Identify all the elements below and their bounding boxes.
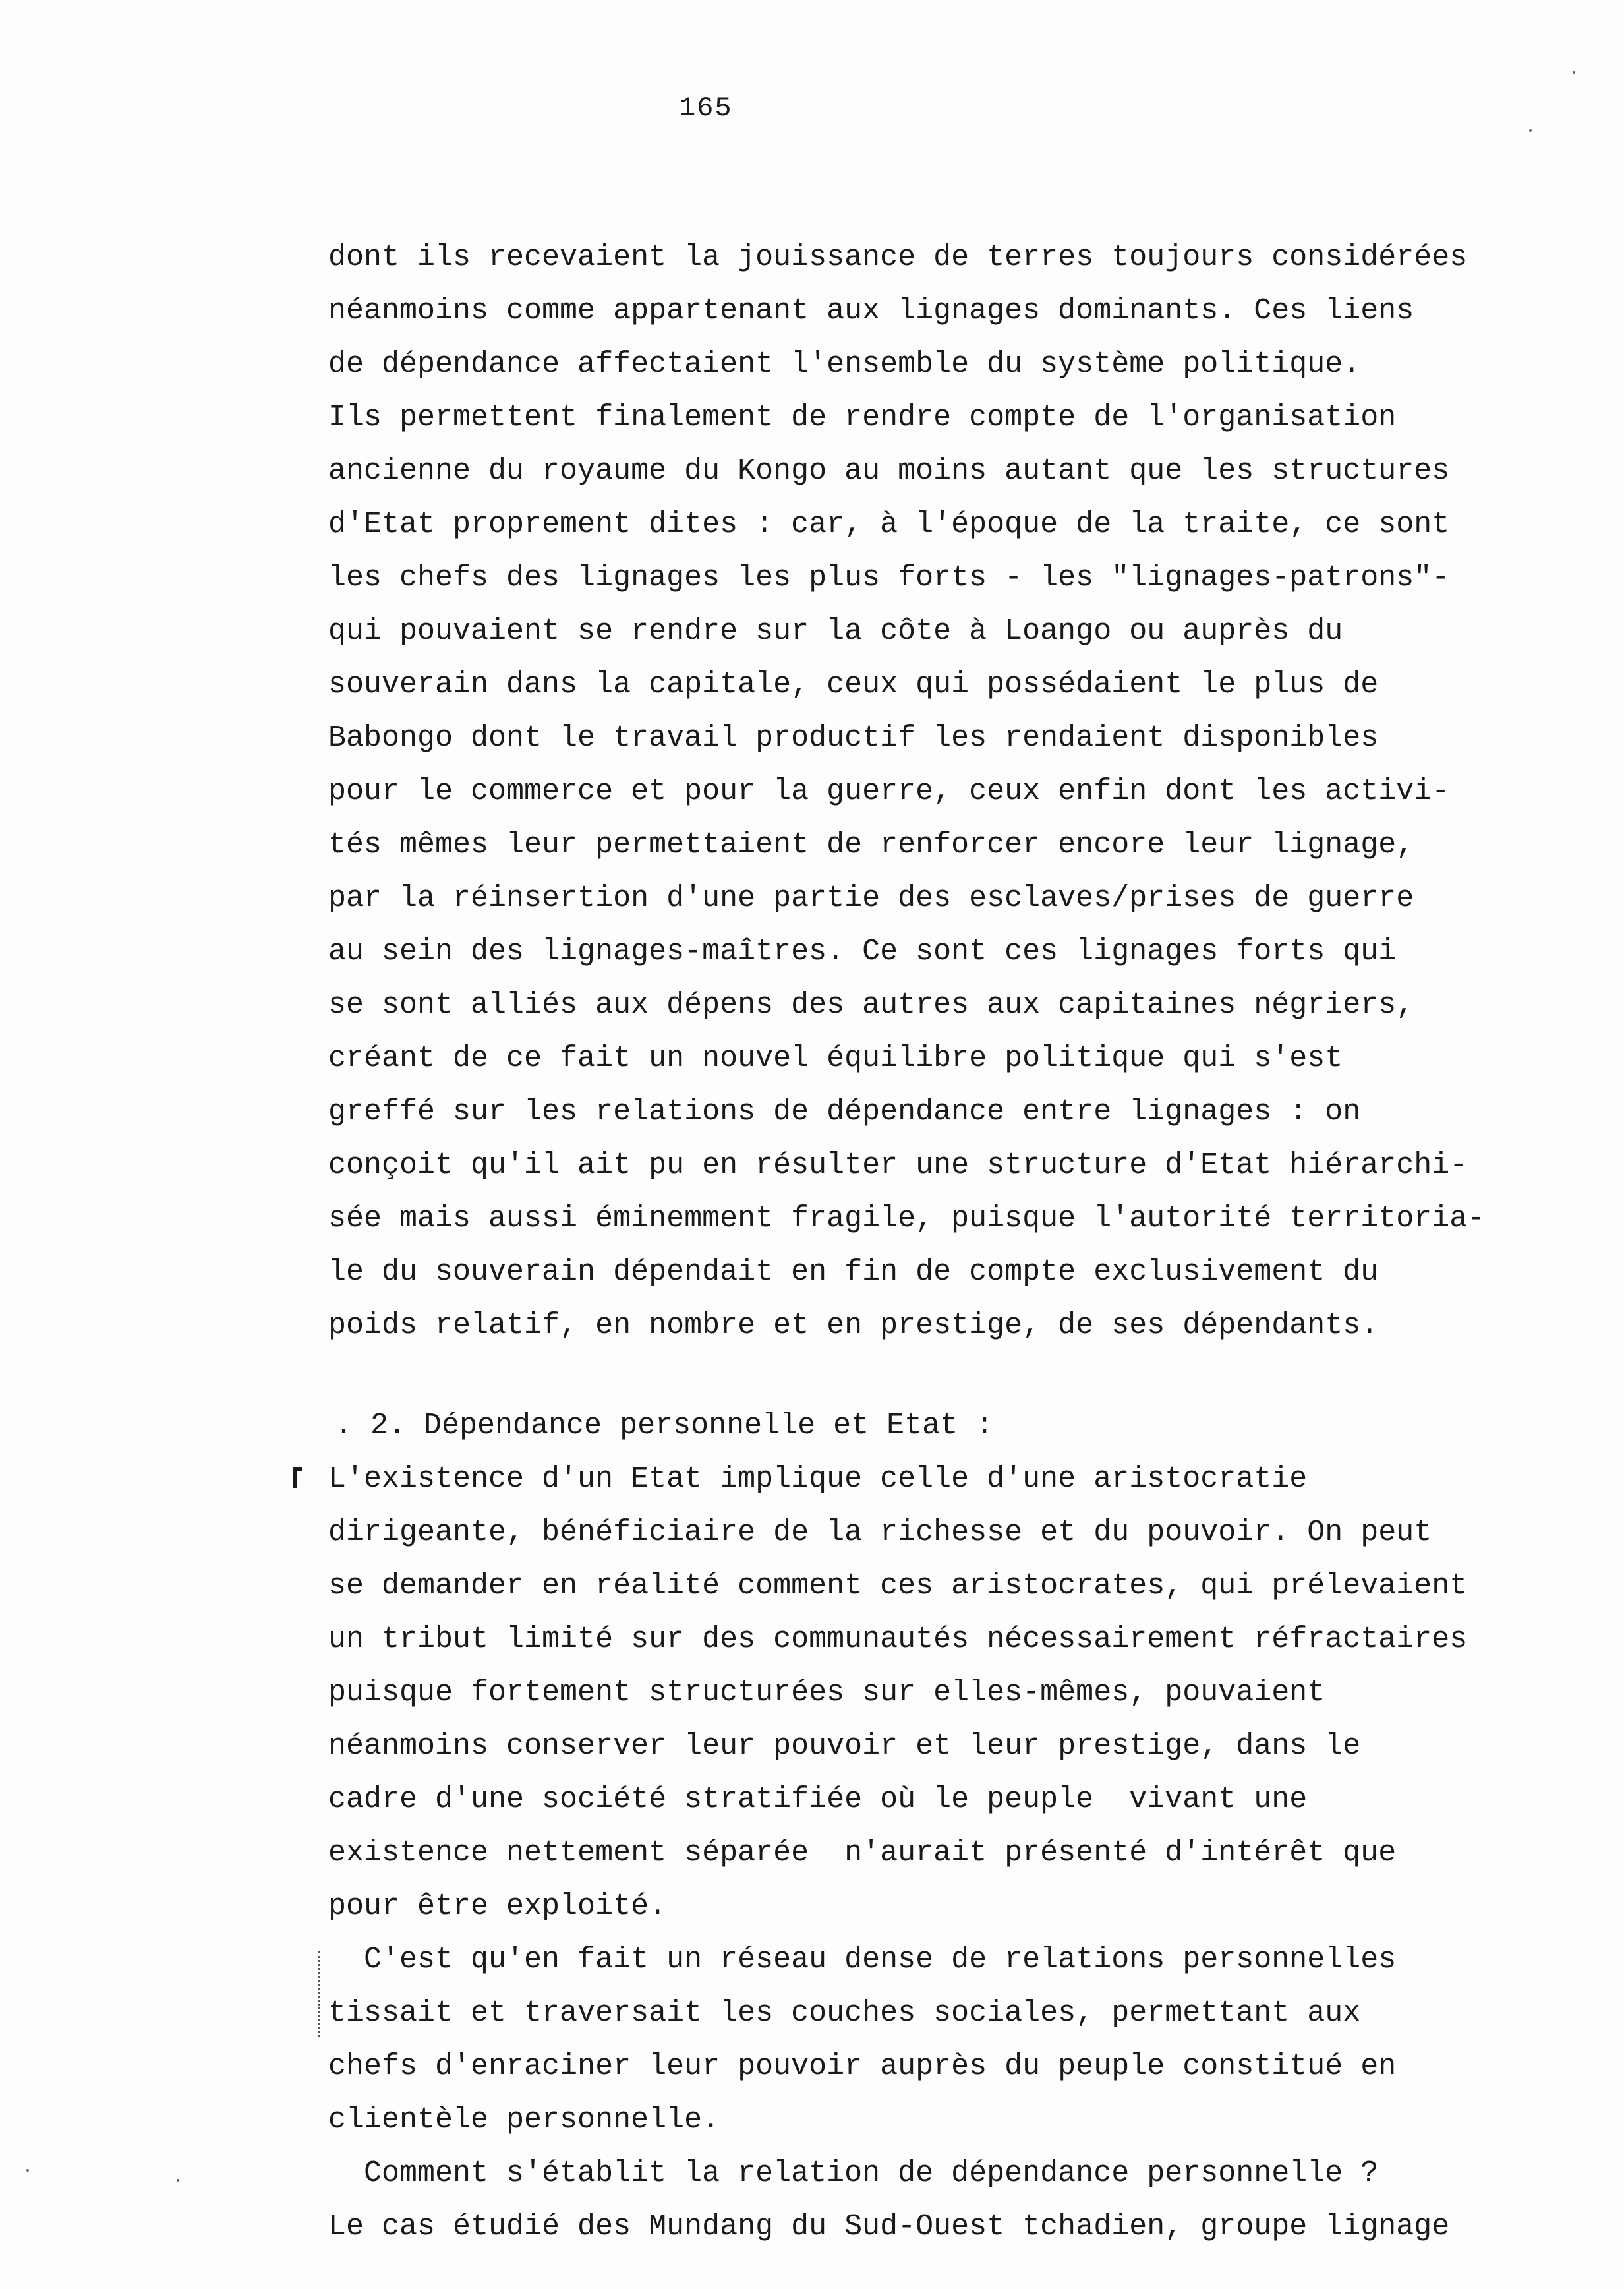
scan-speck [26, 2169, 29, 2172]
text-line: greffé sur les relations de dépendance entre lignages : on [328, 1095, 1361, 1129]
text-line: se demander en réalité comment ces aristocrates, qui prélevaient [328, 1569, 1468, 1603]
text-line: le du souverain dépendait en fin de compte exclusivement du [328, 1255, 1379, 1289]
text-line: tés mêmes leur permettaient de renforcer encore leur lignage, [328, 828, 1414, 862]
text-line: dont ils recevaient la jouissance de terres toujours considérées [328, 241, 1468, 274]
text-line: existence nettement séparée n'aurait présenté d'intérêt que [328, 1836, 1397, 1870]
text-line: C'est qu'en fait un réseau dense de relations personnelles [328, 1943, 1397, 1977]
paragraph-2 [328, 1452, 1567, 2253]
text-line: néanmoins comme appartenant aux lignages dominants. Ces liens [328, 294, 1414, 328]
text-line: sée mais aussi éminemment fragile, puisque l'autorité territoria- [328, 1202, 1486, 1235]
text-line: se sont alliés aux dépens des autres aux capitaines négriers, [328, 988, 1414, 1022]
text-line: pour le commerce et pour la guerre, ceux enfin dont les activi- [328, 775, 1450, 808]
text-line: d'Etat proprement dites : car, à l'époque de la traite, ce sont [328, 508, 1450, 541]
text-line: au sein des lignages-maîtres. Ce sont ces lignages forts qui [328, 935, 1397, 968]
scan-speck [177, 2179, 179, 2182]
text-line: de dépendance affectaient l'ensemble du système politique. [328, 347, 1361, 381]
text-line: clientèle personnelle. [328, 2103, 720, 2137]
margin-dotted-mark [318, 1951, 322, 2037]
text-line: souverain dans la capitale, ceux qui possédaient le plus de [328, 668, 1379, 701]
text-line: Ils permettent finalement de rendre compte de l'organisation [328, 401, 1397, 434]
text-line: poids relatif, en nombre et en prestige, de ses dépendants. [328, 1309, 1379, 1342]
text-line: un tribut limité sur des communautés nécessairement réfractaires [328, 1622, 1468, 1656]
text-line: Le cas étudié des Mundang du Sud-Ouest tchadien, groupe lignage [328, 2210, 1450, 2244]
text-line: puisque fortement structurées sur elles-mêmes, pouvaient [328, 1676, 1325, 1709]
scan-speck [1573, 71, 1575, 74]
margin-bracket-mark [293, 1467, 302, 1488]
text-line: conçoit qu'il ait pu en résulter une structure d'Etat hiérarchi- [328, 1148, 1468, 1182]
text-line: cadre d'une société stratifiée où le peuple vivant une [328, 1783, 1308, 1816]
section-heading: . 2. Dépendance personnelle et Etat : [335, 1409, 994, 1442]
text-line: pour être exploité. [328, 1889, 667, 1923]
text-line: par la réinsertion d'une partie des esclaves/prises de guerre [328, 881, 1414, 915]
text-line: Comment s'établit la relation de dépendance personnelle ? [328, 2156, 1379, 2190]
text-line: tissait et traversait les couches sociales, permettant aux [328, 1996, 1361, 2030]
scan-speck [1529, 129, 1532, 132]
text-line: chefs d'enraciner leur pouvoir auprès du peuple constitué en [328, 2050, 1397, 2083]
text-line: néanmoins conserver leur pouvoir et leur prestige, dans le [328, 1729, 1361, 1763]
text-line: qui pouvaient se rendre sur la côte à Loango ou auprès du [328, 614, 1343, 648]
text-line: L'existence d'un Etat implique celle d'une aristocratie [328, 1462, 1308, 1496]
text-line: créant de ce fait un nouvel équilibre politique qui s'est [328, 1042, 1343, 1075]
paragraph-1 [328, 231, 1567, 1352]
text-line: Babongo dont le travail productif les rendaient disponibles [328, 721, 1379, 755]
text-line: les chefs des lignages les plus forts - les "lignages-patrons"- [328, 561, 1450, 595]
text-line: ancienne du royaume du Kongo au moins autant que les structures [328, 454, 1450, 488]
text-line: dirigeante, bénéficiaire de la richesse et du pouvoir. On peut [328, 1516, 1432, 1549]
page-number: 165 [679, 92, 733, 124]
